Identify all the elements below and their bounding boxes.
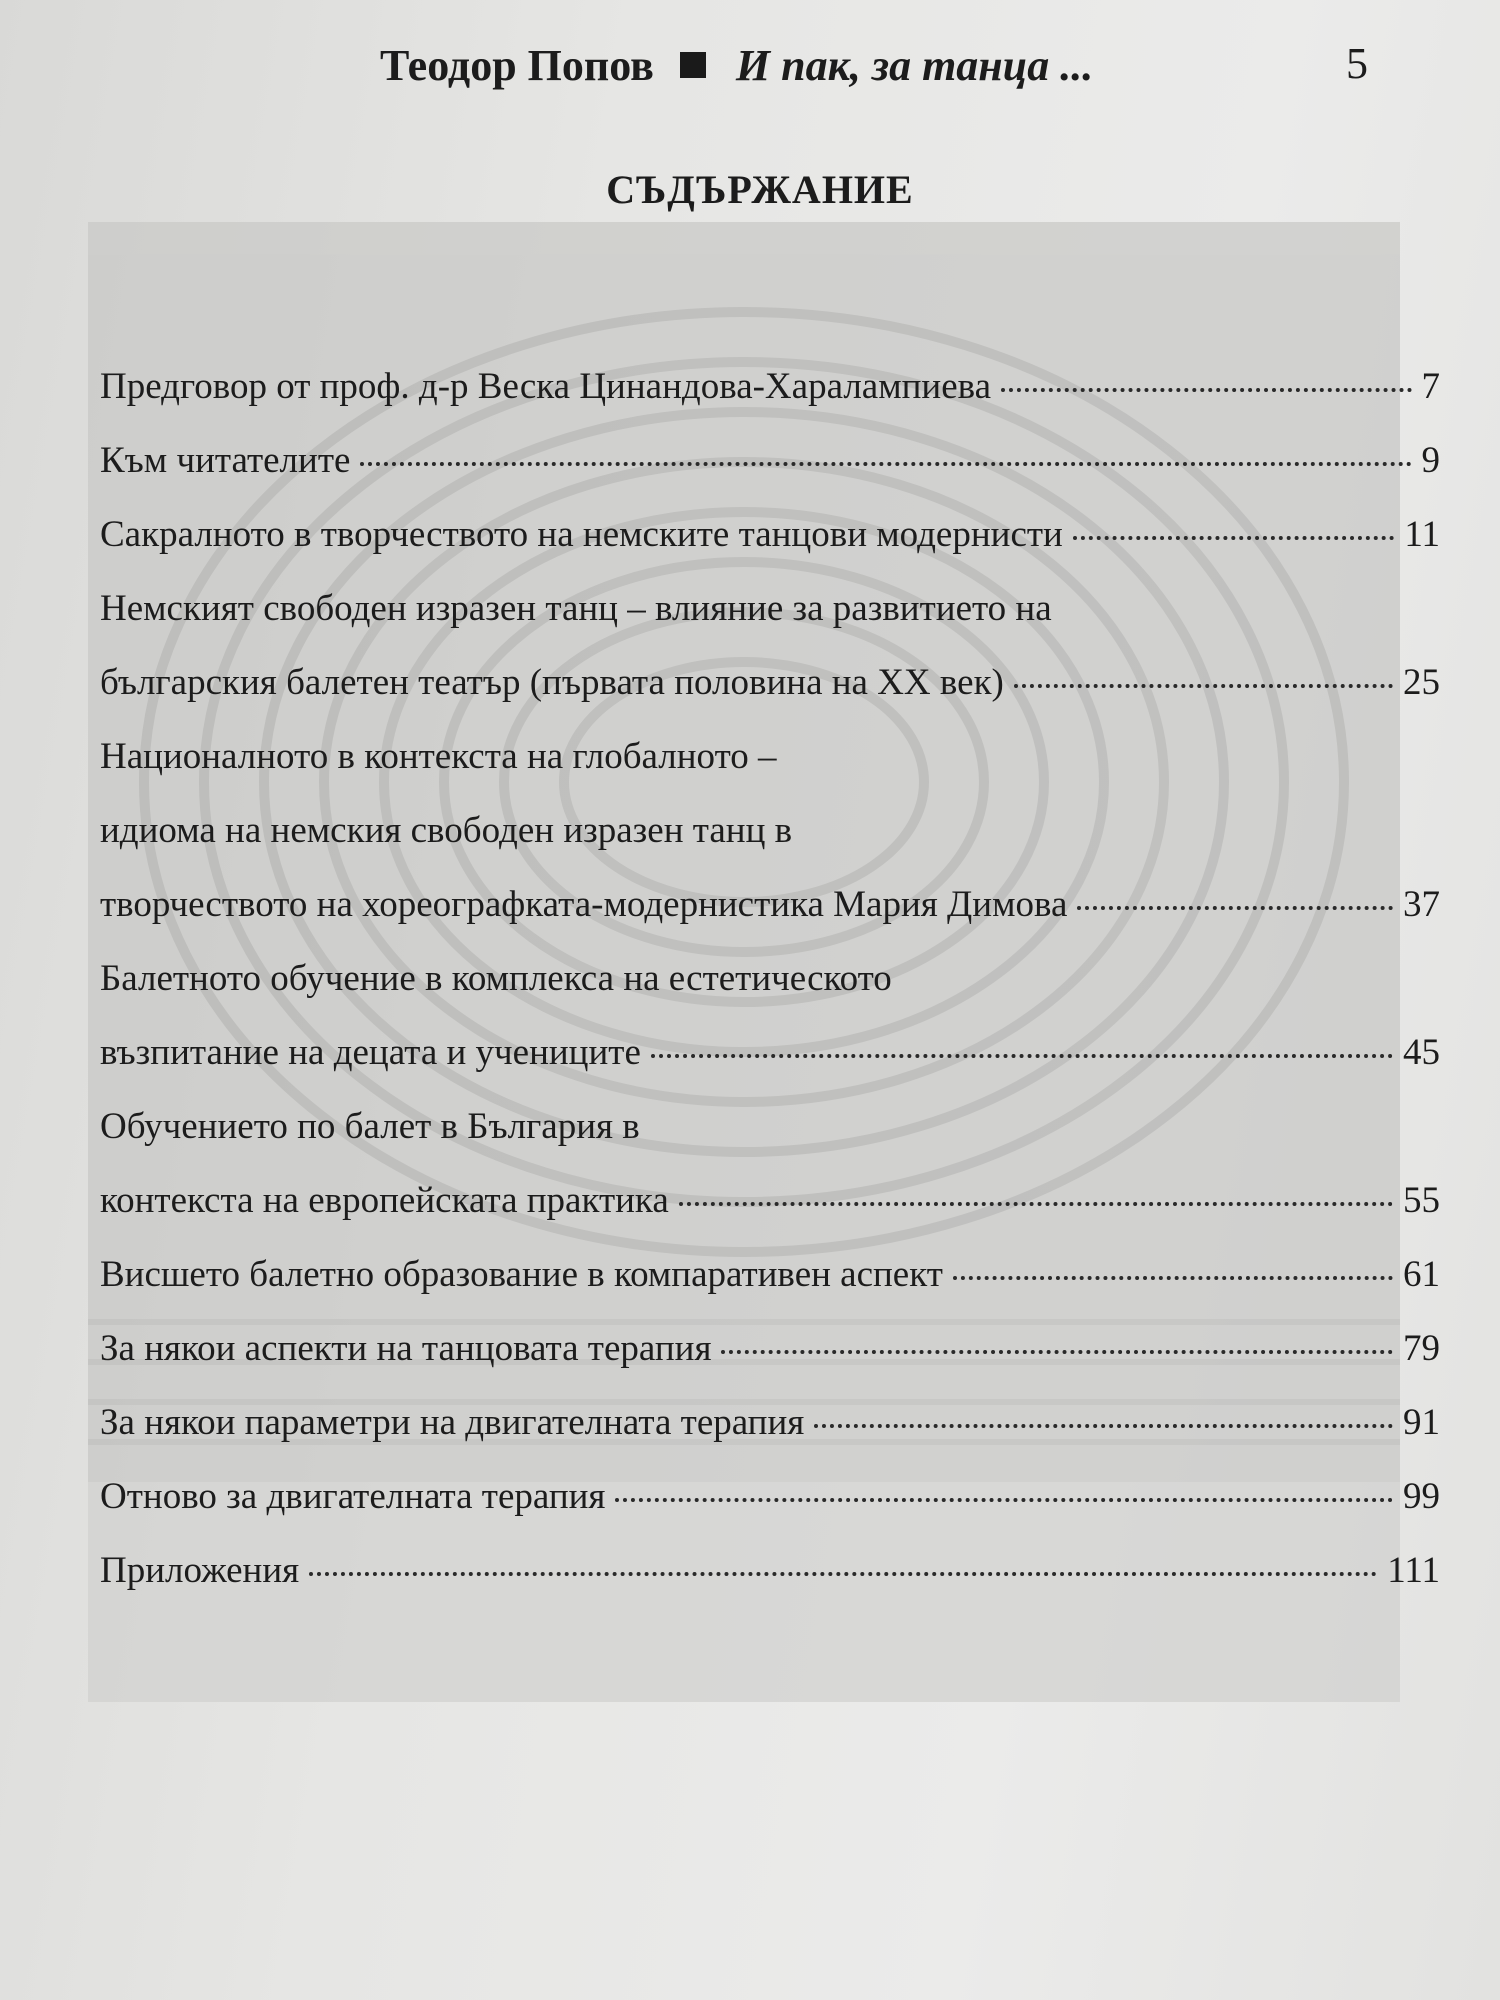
toc-entry-text: Приложения: [100, 1550, 300, 1591]
toc-entry-text: За някои параметри на двигателната терапия: [100, 1402, 805, 1443]
toc-entry: [100, 1090, 1440, 1164]
toc-entry-page: 55: [1403, 1180, 1440, 1221]
toc-entry: [100, 720, 1440, 794]
toc-entry-page: 25: [1403, 662, 1440, 703]
toc-entry: [100, 350, 1440, 424]
toc-entry: [100, 1016, 1440, 1090]
toc-entry-text: българския балетен театър (първата половина на ХХ век): [100, 662, 1004, 703]
toc-entry: [100, 646, 1440, 720]
toc-entry: [100, 424, 1440, 498]
toc-entry-page: 11: [1404, 514, 1440, 555]
dot-leader: [1077, 906, 1393, 910]
table-of-contents: [100, 350, 1440, 1608]
toc-entry-page: 91: [1403, 1402, 1440, 1443]
dot-leader: [615, 1498, 1393, 1502]
page-number: 5: [1346, 39, 1368, 88]
dot-leader: [1014, 684, 1393, 688]
toc-entry: [100, 498, 1440, 572]
toc-entry-text: Предговор от проф. д-р Веска Цинандова-Харалампиева: [100, 366, 992, 407]
dot-leader: [679, 1202, 1393, 1206]
toc-entry: [100, 572, 1440, 646]
toc-entry-text: Сакралното в творчеството на немските танцови модернисти: [100, 514, 1063, 555]
dot-leader: [1073, 536, 1395, 540]
toc-entry-page: 79: [1403, 1328, 1440, 1369]
header-author: Теодор Попов: [380, 40, 654, 90]
dot-leader: [360, 462, 1411, 466]
toc-entry-text: Националното в контекста на глобалното –: [100, 736, 777, 777]
black-square-separator-icon: [680, 52, 706, 78]
toc-entry-page: 111: [1387, 1550, 1440, 1591]
toc-entry-page: 7: [1421, 366, 1440, 407]
toc-entry: [100, 868, 1440, 942]
toc-entry-text: възпитание на децата и учениците: [100, 1032, 641, 1073]
toc-entry: [100, 1386, 1440, 1460]
toc-entry-text: Висшето балетно образование в компаративен аспект: [100, 1254, 943, 1295]
toc-entry: [100, 1164, 1440, 1238]
toc-entry-page: 9: [1421, 440, 1440, 481]
toc-entry-text: Към читателите: [100, 440, 351, 481]
header-book-title: И пак, за танца ...: [735, 40, 1094, 90]
toc-entry: [100, 942, 1440, 1016]
toc-entry: [100, 794, 1440, 868]
toc-entry-text: Обучението по балет в България в: [100, 1106, 640, 1147]
running-header: [380, 30, 1093, 100]
toc-entry: [100, 1460, 1440, 1534]
toc-entry-text: Отново за двигателната терапия: [100, 1476, 606, 1517]
dot-leader: [309, 1572, 1377, 1576]
dot-leader: [651, 1054, 1393, 1058]
dot-leader: [721, 1350, 1393, 1354]
toc-entry-text: За някои аспекти на танцовата терапия: [100, 1328, 712, 1369]
toc-entry-page: 45: [1403, 1032, 1440, 1073]
toc-entry: [100, 1534, 1440, 1608]
dot-leader: [1001, 388, 1411, 392]
toc-entry: [100, 1312, 1440, 1386]
toc-entry-text: Немският свободен изразен танц – влияние за развитието на: [100, 588, 1052, 629]
toc-entry-page: 37: [1403, 884, 1440, 925]
toc-entry-text: идиома на немския свободен изразен танц в: [100, 810, 793, 851]
dot-leader: [814, 1424, 1393, 1428]
toc-entry-text: Балетното обучение в комплекса на естетическото: [100, 958, 892, 999]
dot-leader: [953, 1276, 1393, 1280]
toc-entry-page: 99: [1403, 1476, 1440, 1517]
toc-entry: [100, 1238, 1440, 1312]
toc-entry-text: контекста на европейската практика: [100, 1180, 669, 1221]
toc-title: СЪДЪРЖАНИЕ: [606, 167, 914, 212]
toc-entry-text: творчеството на хореографката-модернистика Мария Димова: [100, 884, 1068, 925]
toc-entry-page: 61: [1403, 1254, 1440, 1295]
